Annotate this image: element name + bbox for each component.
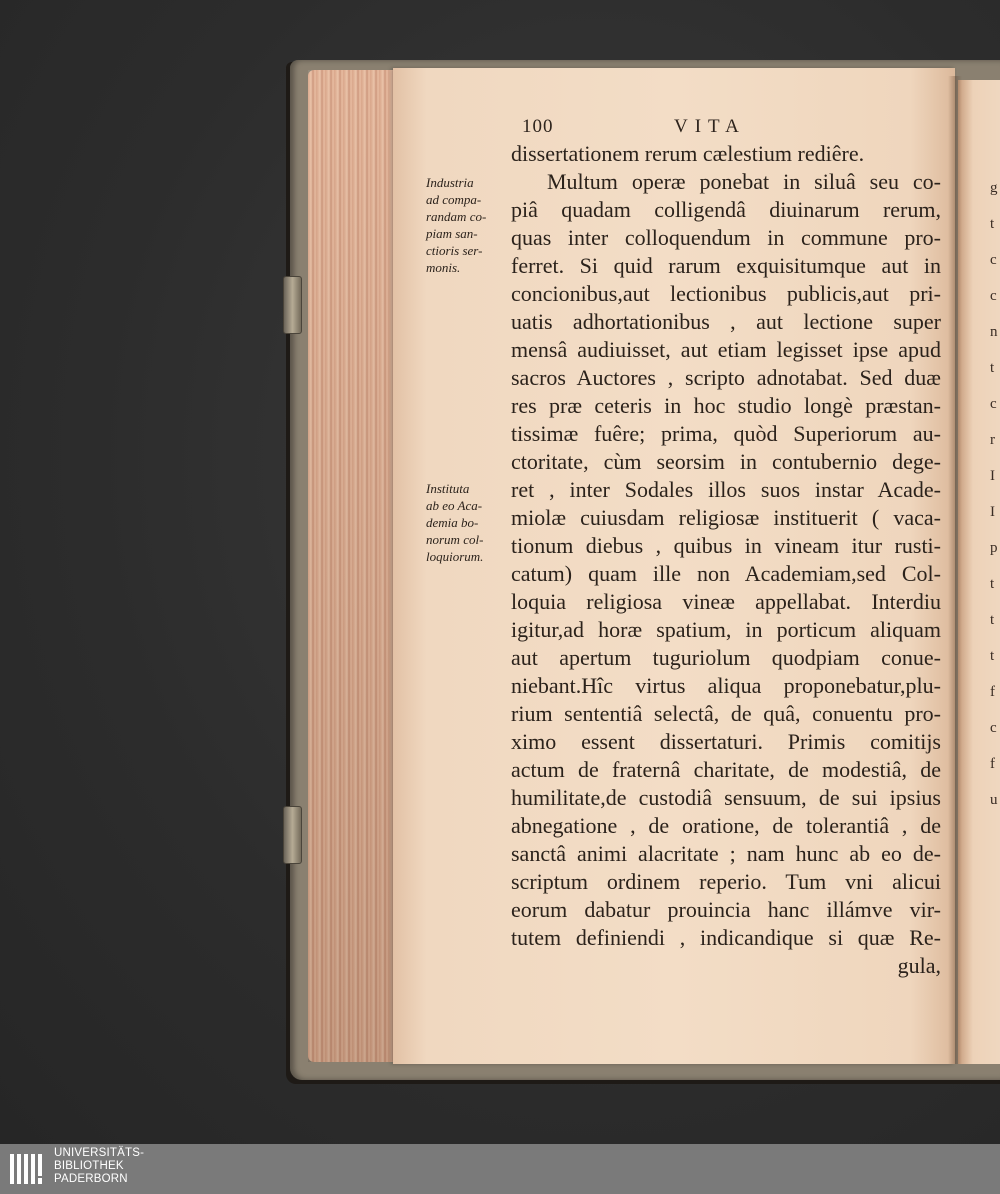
running-head: [522, 116, 942, 140]
text-line: tissimæ fuêre; prima, quòd Superiorum au-: [511, 421, 941, 446]
text-line: quas inter colloquendum in commune pro-: [511, 225, 941, 250]
text-line: Multum operæ ponebat in siluâ seu co-: [547, 169, 941, 194]
running-title: VITA: [674, 116, 746, 137]
text-line: uatis adhortationibus , aut lectione super: [511, 309, 941, 334]
library-name-line: UNIVERSITÄTS-: [54, 1147, 145, 1159]
text-line: ximo essent dissertaturi. Primis comitijs: [511, 729, 941, 754]
text-line: eorum dabatur prouincia hanc illámve vir-: [511, 897, 941, 922]
library-logo-icon: [8, 1150, 48, 1188]
margin-note-line: Instituta: [426, 481, 470, 496]
library-name: [54, 1147, 144, 1186]
text-line: tionum diebus , quibus in vineam itur rusti-: [511, 533, 941, 558]
next-page-fragment: g t c c n t c r I I p t t t f c f u: [990, 180, 998, 808]
text-line: piâ quadam colligendâ diuinarum rerum,: [511, 197, 941, 222]
margin-note-line: ab eo Aca-: [426, 498, 483, 513]
margin-note-line: Industria: [426, 175, 474, 190]
margin-note-industria: [426, 174, 514, 276]
text-line: ferret. Si quid rarum exquisitumque aut in: [511, 253, 941, 278]
text-line: tutem definiendi , indicandique si quæ Re-: [511, 925, 941, 950]
margin-note-line: ctioris ser-: [426, 243, 483, 258]
text-line: dissertationem rerum cælestium rediêre.: [511, 141, 865, 166]
library-name-line: BIBLIOTHEK: [54, 1160, 124, 1172]
text-line: sacros Auctores , scripto adnotabat. Sed duæ: [511, 365, 941, 390]
page-body: [511, 140, 941, 980]
margin-note-line: randam co-: [426, 209, 487, 224]
margin-note-line: ad compa-: [426, 192, 482, 207]
margin-note-line: monis.: [426, 260, 461, 275]
text-line: rium sententiâ selectâ, de quâ, conuentu pro-: [511, 701, 941, 726]
page-number: 100: [522, 116, 554, 137]
text-line: niebant.Hîc virtus aliqua proponebatur,plu-: [511, 673, 941, 698]
clasp-upper: [283, 276, 302, 334]
margin-note-line: piam san-: [426, 226, 478, 241]
text-line: aut apertum tuguriolum quodpiam conue-: [511, 645, 941, 670]
text-line: loquia religiosa vineæ appellabat. Interdiu: [511, 589, 941, 614]
margin-note-instituta: [426, 480, 514, 565]
text-line: humilitate,de custodiâ sensuum, de sui ipsius: [511, 785, 941, 810]
catchword: gula,: [897, 953, 941, 978]
text-line: igitur,ad horæ spatium, in porticum aliquam: [511, 617, 941, 642]
text-line: ret , inter Sodales illos suos instar Acade-: [511, 477, 941, 502]
margin-note-line: demia bo-: [426, 515, 479, 530]
text-line: actum de fraternâ charitate, de modestiâ, de: [511, 757, 941, 782]
library-footer: [0, 1144, 1000, 1194]
text-line: abnegatione , de oratione, de tolerantiâ , de: [511, 813, 941, 838]
margin-note-line: norum col-: [426, 532, 484, 547]
margin-note-line: loquiorum.: [426, 549, 484, 564]
text-line: res præ ceteris in hoc studio longè præstan-: [511, 393, 941, 418]
text-line: miolæ cuiusdam religiosæ instituerit ( vaca-: [511, 505, 941, 530]
library-name-line: PADERBORN: [54, 1173, 128, 1185]
text-line: mensâ audiuisset, aut etiam legisset ipse apud: [511, 337, 941, 362]
text-line: sanctâ animi alacritate ; nam hunc ab eo de-: [511, 841, 941, 866]
text-line: scriptum ordinem reperio. Tum vni alicui: [511, 869, 941, 894]
clasp-lower: [283, 806, 302, 864]
gutter-shadow: [948, 76, 962, 1064]
text-line: concionibus,aut lectionibus publicis,aut pri-: [511, 281, 941, 306]
text-line: catum) quam ille non Academiam,sed Col-: [511, 561, 941, 586]
text-line: ctoritate, cùm seorsim in contubernio dege-: [511, 449, 941, 474]
